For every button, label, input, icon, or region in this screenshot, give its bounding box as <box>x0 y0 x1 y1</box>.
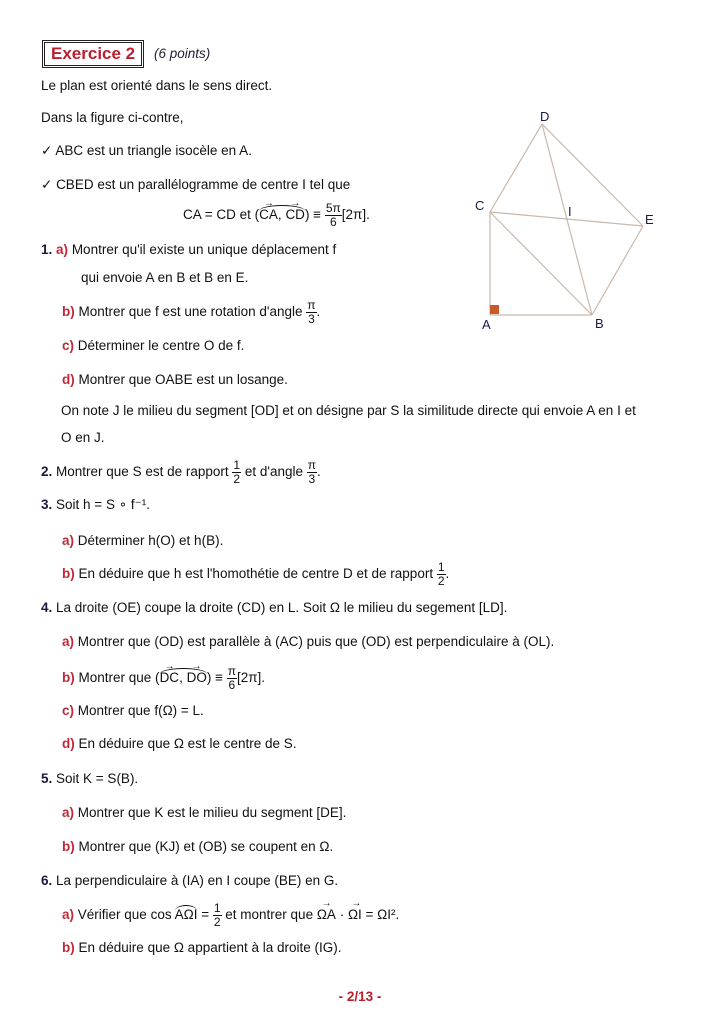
formula: CA = CD et (→ CA, → CD) ≡ $\frac{5\pi}{6}$ [2π]. <box>183 202 370 229</box>
note-line: On note J le milieu du segment [OD] et on désigne par S la similitude directe qui envoie A en I et <box>61 403 636 418</box>
label-D: D <box>540 109 550 124</box>
question-4: 4. La droite (OE) coupe la droite (CD) en L. Soit Ω le milieu du segement [LD]. <box>41 600 508 615</box>
question-text: qui envoie A en B et B en E. <box>81 270 249 285</box>
exercise-points: (6 points) <box>154 46 211 61</box>
question-6b: b) En déduire que Ω appartient à la droite (IG). <box>62 940 342 955</box>
question-6: 6. La perpendiculaire à (IA) en I coupe (BE) en G. <box>41 873 339 888</box>
bullet: ✓ CBED est un parallélogramme de centre I tel que <box>41 177 351 192</box>
question-3a: a) Déterminer h(O) et h(B). <box>62 533 224 548</box>
question-1b: b) Montrer que f est une rotation d'angle $\frac{\pi}{3}$ . <box>62 297 321 326</box>
question-3b: b) En déduire que h est l'homothétie de centre D et de rapport $\frac{1}{2}$ . <box>62 559 450 588</box>
label-C: C <box>475 198 485 213</box>
question-1a: 1. a) Montrer qu'il existe un unique déplacement f <box>41 242 337 257</box>
segment-CE <box>490 212 643 226</box>
question-1c: c) Déterminer le centre O de f. <box>62 338 245 353</box>
page-number: - 2/13 - <box>338 989 382 1004</box>
label-A: A <box>482 317 491 332</box>
right-angle-marker <box>490 305 499 314</box>
question-5b: b) Montrer que (KJ) et (OB) se coupent en Ω. <box>62 839 334 854</box>
segment-CD <box>490 124 542 212</box>
question-3: 3. Soit h = S ∘ f⁻¹. <box>41 497 151 512</box>
segment-DE <box>542 124 643 226</box>
intro-line: Dans la figure ci-contre, <box>41 110 184 125</box>
question-5: 5. Soit K = S(B). <box>41 771 139 786</box>
segment-CB <box>490 212 592 315</box>
check-icon: ✓ <box>41 177 57 192</box>
check-icon: ✓ <box>41 143 56 158</box>
question-6a: a) Vérifier que cos AΩI = $\frac{1}{2}$ et montrer que → ΩA · → ΩI = ΩI². <box>62 901 399 929</box>
question-4b: b) Montrer que (→ DC, → DO) ≡ $\frac{\pi}{6}$ [2π]. <box>62 664 265 692</box>
label-E: E <box>645 212 654 227</box>
segment-EB <box>592 226 643 315</box>
label-B: B <box>595 316 604 331</box>
question-5a: a) Montrer que K est le milieu du segment [DE]. <box>62 805 347 820</box>
question-1d: d) Montrer que OABE est un losange. <box>62 372 288 387</box>
exercise-title: Exercice 2 <box>42 40 144 68</box>
question-4a: a) Montrer que (OD) est parallèle à (AC) puis que (OD) est perpendiculaire à (OL). <box>62 634 555 649</box>
intro-line: Le plan est orienté dans le sens direct. <box>41 78 273 93</box>
question-4c: c) Montrer que f(Ω) = L. <box>62 703 204 718</box>
note-line: O en J. <box>61 430 105 445</box>
bullet: ✓ ABC est un triangle isocèle en A. <box>41 143 252 158</box>
label-I: I <box>568 204 572 219</box>
question-4d: d) En déduire que Ω est le centre de S. <box>62 736 297 751</box>
question-2: 2. Montrer que S est de rapport $\frac{1}{2}$ et d'angle $\frac{\pi}{3}$ . <box>41 457 321 486</box>
